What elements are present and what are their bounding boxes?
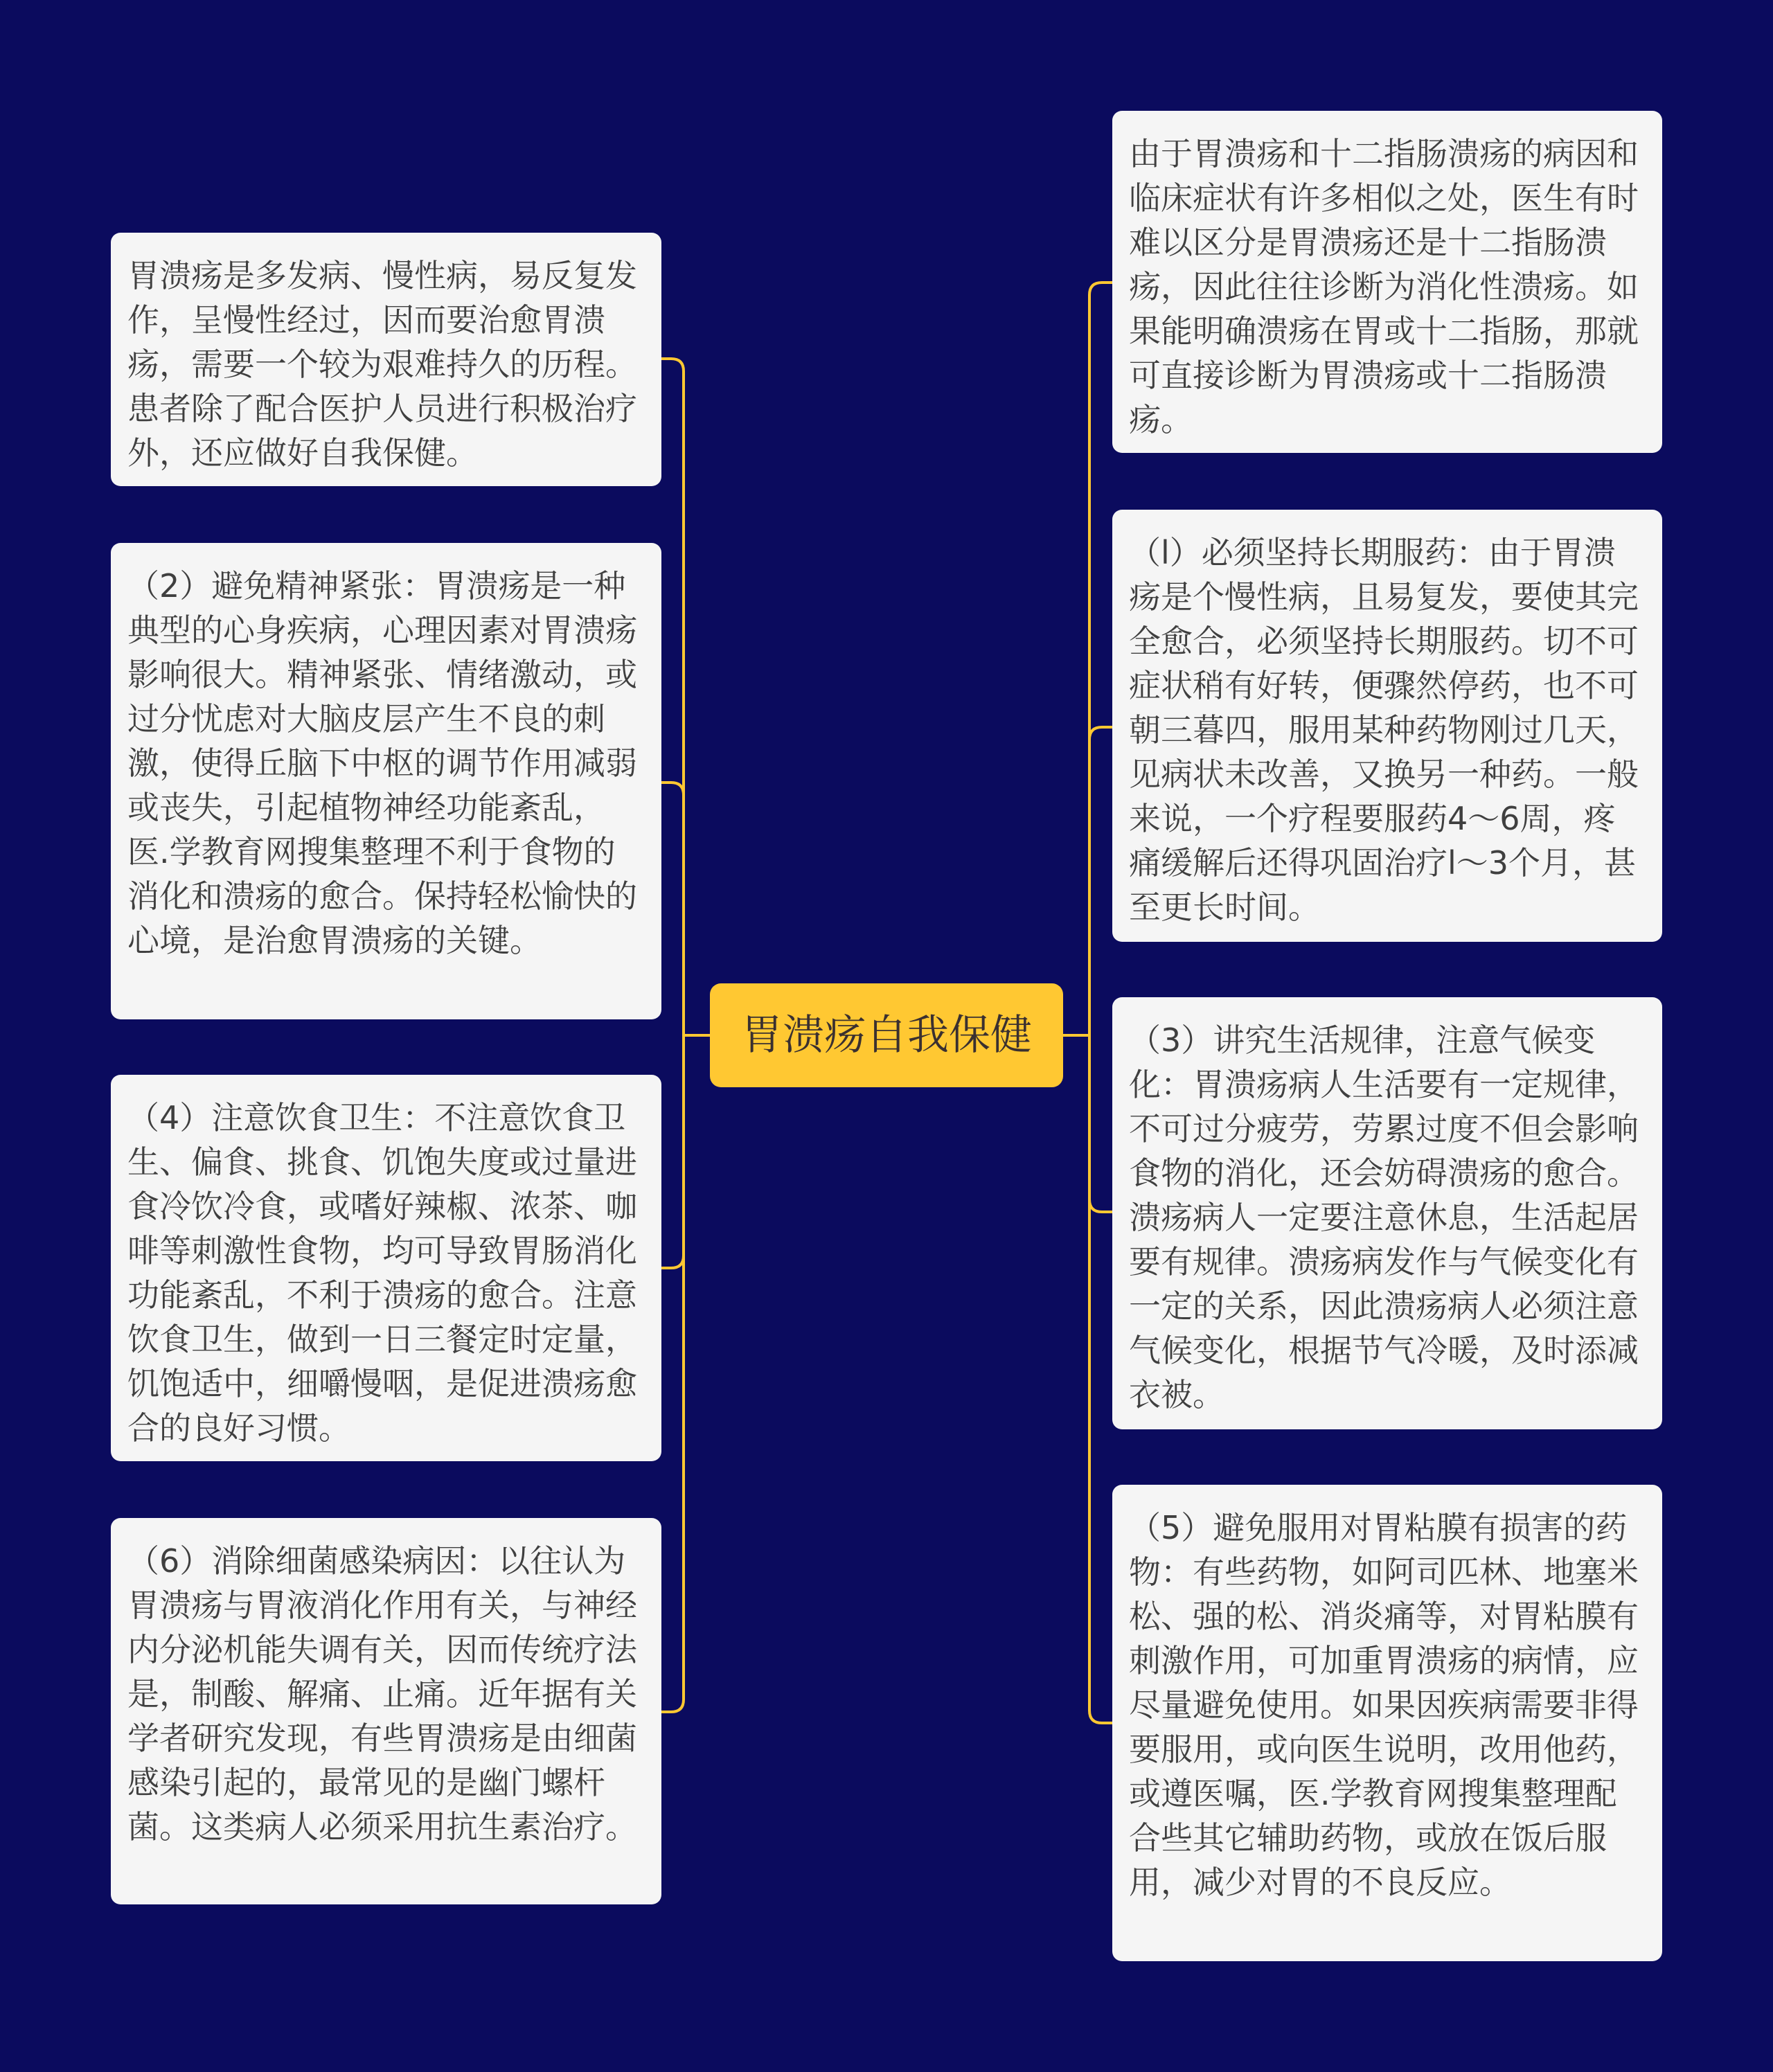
- topic-node-left-1[interactable]: 胃溃疡是多发病、慢性病，易反复发作，呈慢性经过，因而要治愈胃溃疡，需要一个较为艰难持久的历程。患者除了配合医护人员进行积极治疗外，还应做好自我保健。: [111, 233, 661, 486]
- topic-node-left-4[interactable]: （6）消除细菌感染病因：以往认为胃溃疡与胃液消化作用有关，与神经内分泌机能失调有关，因而传统疗法是，制酸、解痛、止痛。近年据有关学者研究发现，有些胃溃疡是由细菌感染引起的，最常见的是幽门螺杆菌。这类病人必须采用抗生素治疗。: [111, 1518, 661, 1904]
- connector-left-1: [661, 783, 684, 795]
- connector-left-trunk: [661, 359, 684, 1712]
- topic-node-right-1[interactable]: 由于胃溃疡和十二指肠溃疡的病因和临床症状有许多相似之处，医生有时难以区分是胃溃疡还是十二指肠溃疡，因此往往诊断为消化性溃疡。如果能明确溃疡在胃或十二指肠，那就可直接诊断为胃溃疡或十二指肠溃疡。: [1112, 111, 1662, 453]
- topic-node-right-2[interactable]: （l）必须坚持长期服药：由于胃溃疡是个慢性病，且易复发，要使其完全愈合，必须坚持长期服药。切不可症状稍有好转，便骤然停药，也不可朝三暮四，服用某种药物刚过几天，见病状未改善，又换另一种药。一般来说，一个疗程要服药4～6周，疼痛缓解后还得巩固治疗l～3个月，甚至更长时间。: [1112, 510, 1662, 942]
- connector-right-2: [1089, 1199, 1112, 1212]
- connector-right-trunk: [1089, 283, 1112, 1723]
- central-topic[interactable]: 胃溃疡自我保健: [710, 983, 1063, 1087]
- connector-right-1: [1089, 727, 1112, 740]
- topic-node-right-4[interactable]: （5）避免服用对胃粘膜有损害的药物：有些药物，如阿司匹林、地塞米松、强的松、消炎痛等，对胃粘膜有刺激作用，可加重胃溃疡的病情，应尽量避免使用。如果因疾病需要非得要服用，或向医生说明，改用他药，或遵医嘱，医.学教育网搜集整理配合些其它辅助药物，或放在饭后服用，减少对胃的不良反应。: [1112, 1485, 1662, 1961]
- connector-left-2: [661, 1256, 684, 1268]
- topic-node-left-3[interactable]: （4）注意饮食卫生：不注意饮食卫生、偏食、挑食、饥饱失度或过量进食冷饮冷食，或嗜好辣椒、浓茶、咖啡等刺激性食物，均可导致胃肠消化功能紊乱，不利于溃疡的愈合。注意饮食卫生，做到一日三餐定时定量，饥饱适中，细嚼慢咽，是促进溃疡愈合的良好习惯。: [111, 1075, 661, 1461]
- topic-node-left-2[interactable]: （2）避免精神紧张：胃溃疡是一种典型的心身疾病，心理因素对胃溃疡影响很大。精神紧张、情绪激动，或过分忧虑对大脑皮层产生不良的刺激，使得丘脑下中枢的调节作用减弱或丧失，引起植物神经功能紊乱，医.学教育网搜集整理不利于食物的消化和溃疡的愈合。保持轻松愉快的心境，是治愈胃溃疡的关键。: [111, 543, 661, 1019]
- topic-node-right-3[interactable]: （3）讲究生活规律，注意气候变化：胃溃疡病人生活要有一定规律，不可过分疲劳，劳累过度不但会影响食物的消化，还会妨碍溃疡的愈合。溃疡病人一定要注意休息，生活起居要有规律。溃疡病发作与气候变化有一定的关系，因此溃疡病人必须注意气候变化，根据节气冷暖，及时添减衣被。: [1112, 997, 1662, 1429]
